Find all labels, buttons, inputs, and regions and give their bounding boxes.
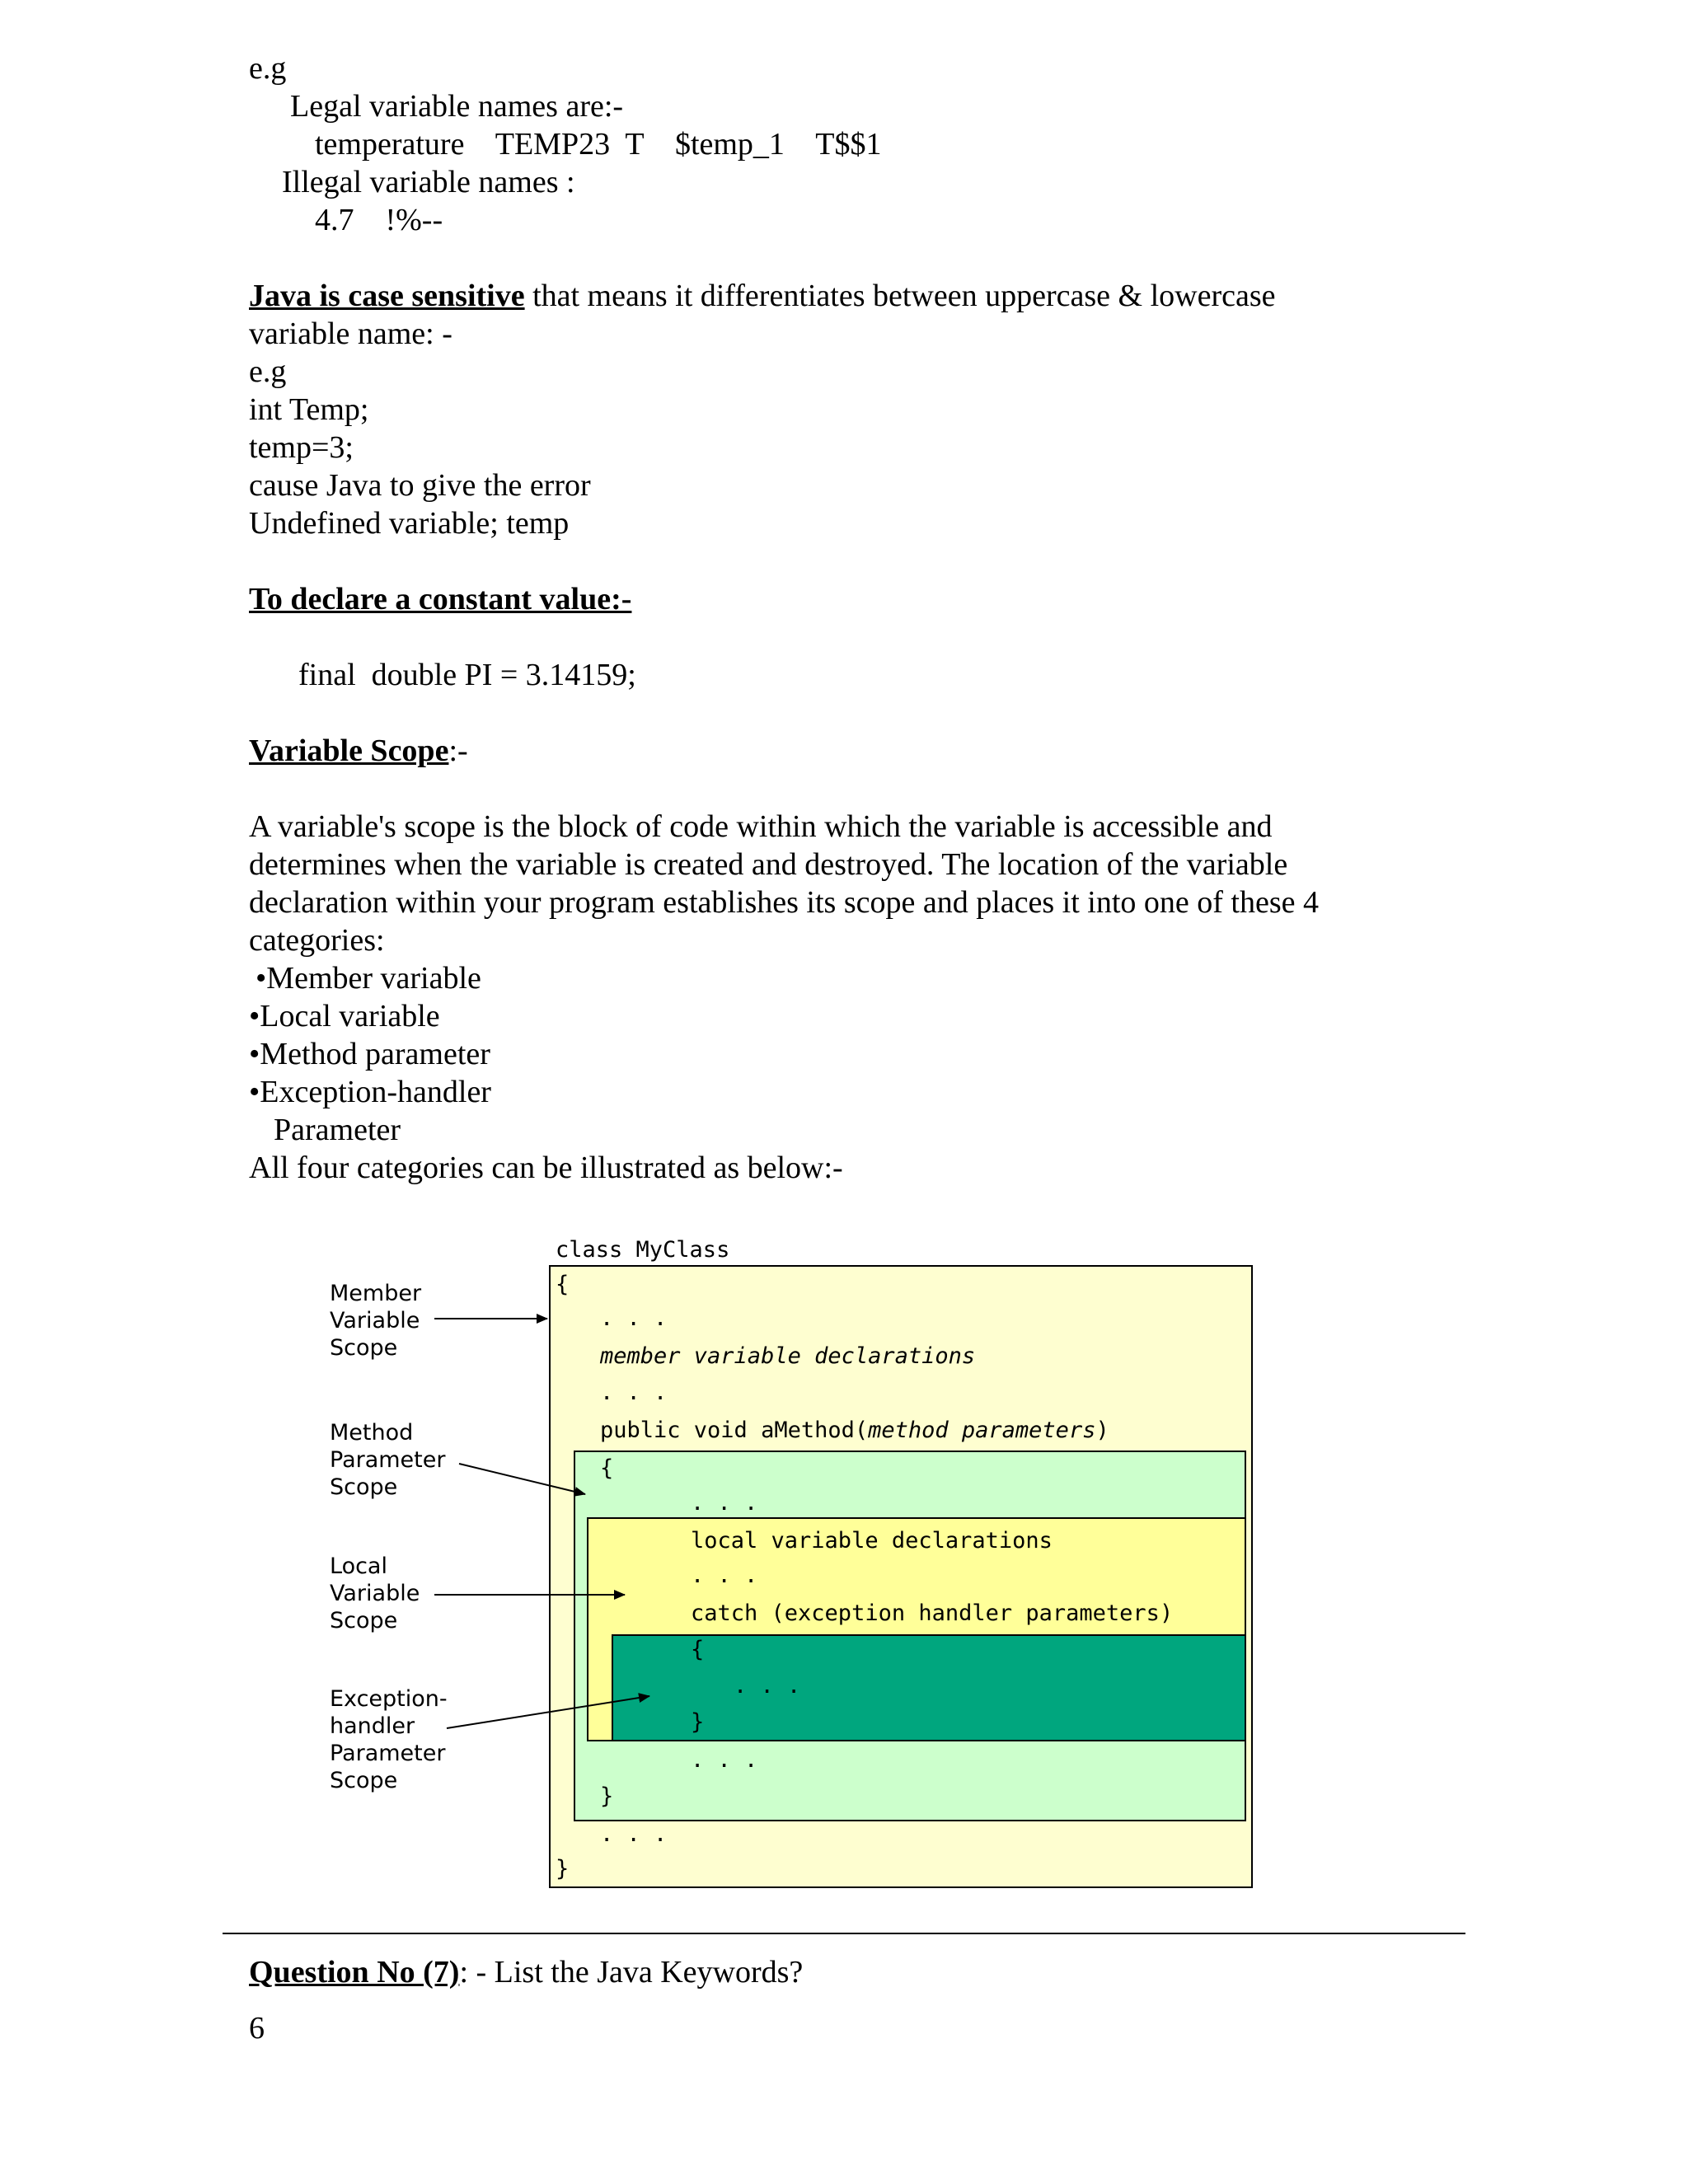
label-method-1: Method <box>330 1420 414 1446</box>
label-exception-4: Scope <box>330 1768 398 1793</box>
bullet-method: •Method parameter <box>249 1037 490 1071</box>
exception-arrow <box>447 1696 649 1728</box>
legal-examples: temperature TEMP23 T $temp_1 T$$1 <box>315 127 882 162</box>
dots-3: . . . <box>691 1490 758 1516</box>
scope-heading-suffix: :- <box>448 733 468 768</box>
catch-close-brace: } <box>691 1709 705 1735</box>
dots-2: . . . <box>600 1380 668 1405</box>
scope-closing: All four categories can be illustrated as below:- <box>249 1151 843 1185</box>
label-local-1: Local <box>330 1554 387 1579</box>
question-label: Question No (7) <box>249 1955 460 1990</box>
question-text: : - List the Java Keywords? <box>459 1955 804 1990</box>
catch-line: catch (exception handler parameters) <box>691 1601 1174 1626</box>
question-line <box>249 1953 803 1991</box>
label-local-3: Scope <box>330 1608 398 1633</box>
class-close-brace: } <box>556 1856 570 1882</box>
scope-para-3: declaration within your program establishes its scope and places it into one of these 4 <box>249 885 1319 920</box>
dots-7: . . . <box>600 1821 668 1847</box>
label-exception-3: Parameter <box>330 1741 446 1766</box>
legal-heading: Legal variable names are:- <box>290 89 624 124</box>
local-decl: local variable declarations <box>691 1528 1053 1554</box>
label-member-3: Scope <box>330 1335 398 1361</box>
bullet-member: •Member variable <box>256 961 481 996</box>
case-line-6: cause Java to give the error <box>249 468 591 503</box>
footer-divider <box>223 1933 1465 1934</box>
dots-1: . . . <box>600 1305 668 1331</box>
method-sig-suffix: ) <box>1095 1418 1109 1443</box>
bullet-local: •Local variable <box>249 999 440 1033</box>
member-decl: member variable declarations <box>600 1343 976 1369</box>
case-sensitive-heading: Java is case sensitive <box>249 279 525 313</box>
case-line-3: e.g <box>249 354 287 389</box>
bullet-exception-cont: Parameter <box>274 1113 401 1147</box>
bullet-exception: •Exception-handler <box>249 1075 491 1109</box>
case-line-2: variable name: - <box>249 316 452 351</box>
label-member-2: Variable <box>330 1308 420 1333</box>
page-number: 6 <box>249 2011 265 2046</box>
method-open-brace: { <box>600 1455 614 1481</box>
method-sig-prefix: public void aMethod( <box>600 1418 869 1443</box>
class-line: class MyClass <box>556 1237 730 1263</box>
label-local-2: Variable <box>330 1581 420 1606</box>
constant-code: final double PI = 3.14159; <box>298 658 636 692</box>
label-member-1: Member <box>330 1281 422 1306</box>
scope-para-4: categories: <box>249 923 385 958</box>
scope-para-1: A variable's scope is the block of code within which the variable is accessible and <box>249 809 1273 844</box>
case-line-7: Undefined variable; temp <box>249 506 570 541</box>
scope-heading: Variable Scope <box>249 733 449 768</box>
case-line-5: temp=3; <box>249 430 354 465</box>
constant-heading: To declare a constant value:- <box>249 582 632 616</box>
dots-6: . . . <box>691 1747 758 1773</box>
scope-para-2: determines when the variable is created and destroyed. The location of the variable <box>249 847 1288 882</box>
label-method-3: Scope <box>330 1474 398 1500</box>
catch-open-brace: { <box>691 1637 705 1662</box>
illegal-heading: Illegal variable names : <box>282 165 575 199</box>
dots-4: . . . <box>691 1563 758 1588</box>
class-open-brace: { <box>556 1272 570 1297</box>
label-exception-1: Exception- <box>330 1686 448 1712</box>
method-sig-params: method parameters <box>868 1418 1096 1443</box>
eg-label: e.g <box>249 51 287 86</box>
label-method-2: Parameter <box>330 1447 446 1473</box>
illegal-examples: 4.7 !%-- <box>315 203 443 237</box>
label-exception-2: handler <box>330 1713 415 1739</box>
case-line-4: int Temp; <box>249 392 369 427</box>
dots-5: . . . <box>734 1673 801 1699</box>
method-arrow <box>459 1464 585 1494</box>
case-sensitive-text: that means it differentiates between uppercase & lowercase <box>524 279 1276 313</box>
method-close-brace: } <box>600 1783 614 1809</box>
